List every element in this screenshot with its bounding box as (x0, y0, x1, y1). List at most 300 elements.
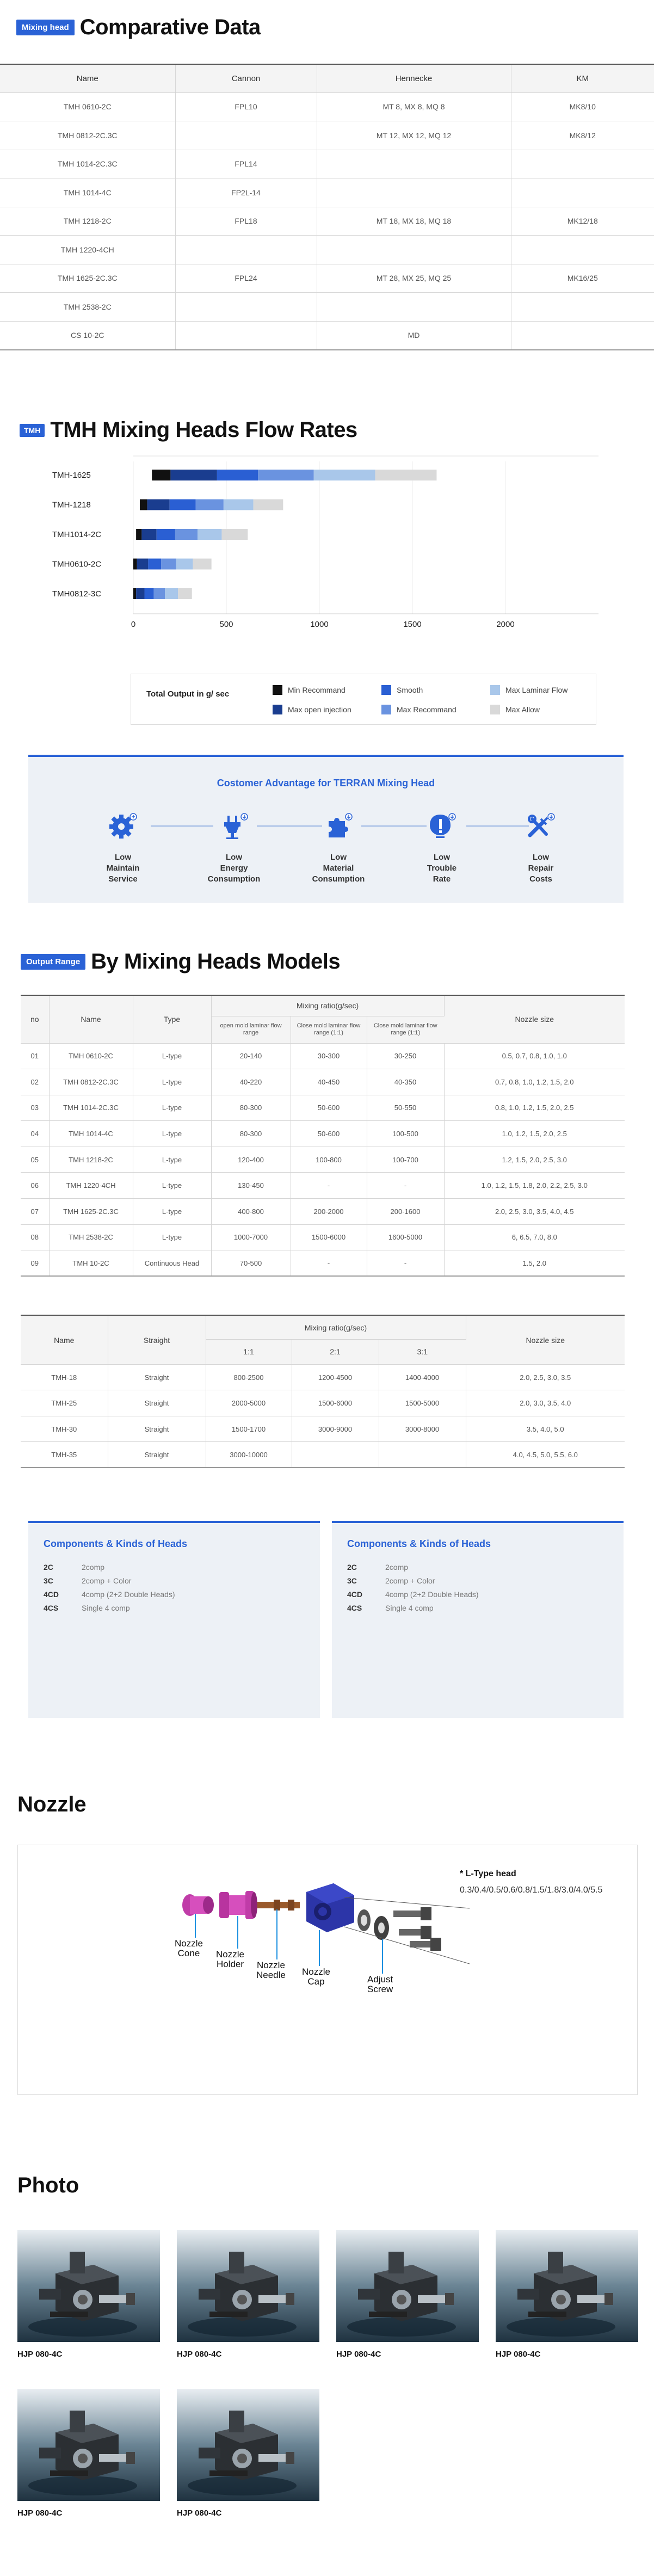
table-cell: 20-140 (211, 1043, 291, 1069)
table-cell (317, 236, 511, 264)
col-name: Name (49, 995, 133, 1043)
table-row (21, 1416, 625, 1442)
table-cell: MK8/10 (511, 93, 654, 121)
table-cell: 100-800 (291, 1147, 367, 1173)
subcol-2-1: 2:1 (292, 1339, 379, 1364)
advantage-label-line: Service (108, 874, 138, 884)
components-card-left (28, 1521, 320, 1718)
alert-icon (425, 811, 458, 842)
table-cell: 1.5, 2.0 (444, 1250, 625, 1277)
table-cell: FP2L-14 (175, 178, 317, 207)
table-cell: 130-450 (211, 1173, 291, 1199)
table-row (21, 1199, 625, 1225)
legend-item (381, 705, 456, 714)
table-cell: 200-2000 (291, 1199, 367, 1225)
comparative-title: Comparative Data (79, 15, 261, 39)
x-tick-label: 1000 (310, 620, 329, 629)
tools-icon (525, 811, 557, 842)
label-line: Nozzle (175, 1938, 203, 1949)
advantage-label-line: Trouble (427, 864, 457, 873)
photo-caption: HJP 080-4C (496, 2350, 541, 2359)
subcol-close-mold-a: Close mold laminar flow range (1:1) (291, 1016, 367, 1043)
subcol-open-mold: open mold laminar flow range (211, 1016, 291, 1043)
table-cell: MT 8, MX 8, MQ 8 (317, 93, 511, 121)
table-row (21, 1390, 625, 1416)
category-label: TMH-1625 (52, 471, 91, 480)
advantage-label-line: Maintain (106, 864, 140, 873)
table-cell: TMH-18 (21, 1364, 108, 1390)
table-cell: TMH-30 (21, 1416, 108, 1442)
table-cell: MD (317, 321, 511, 350)
advantage-energy (196, 811, 272, 885)
photo-image[interactable] (177, 2230, 319, 2342)
table-cell: 1.0, 1.2, 1.5, 2.0, 2.5 (444, 1121, 625, 1147)
table-cell: 1.2, 1.5, 2.0, 2.5, 3.0 (444, 1147, 625, 1173)
table-row (0, 264, 654, 293)
table-header-row (0, 64, 654, 93)
table-cell (317, 293, 511, 322)
component-desc: 2comp + Color (385, 1576, 435, 1585)
table-row (0, 293, 654, 322)
bar-segment (217, 470, 258, 480)
table-cell: TMH 1220-4CH (0, 236, 175, 264)
component-code: 2C (44, 1563, 53, 1572)
table-cell: 2000-5000 (206, 1390, 292, 1416)
output-range-section (21, 950, 625, 1468)
table-cell: L-type (133, 1147, 211, 1173)
comparative-section (0, 15, 654, 350)
table-cell: TMH 1014-4C (0, 178, 175, 207)
x-tick-label: 2000 (496, 620, 515, 629)
table-cell: TMH 1625-2C.3C (49, 1199, 133, 1225)
bar-segment (157, 529, 175, 540)
label-nozzle-needle (256, 1961, 286, 1980)
table-cell: 2.0, 2.5, 3.0, 3.5, 4.0, 4.5 (444, 1199, 625, 1225)
legend-item (273, 685, 345, 695)
component-desc: Single 4 comp (385, 1604, 434, 1612)
table-cell: L-type (133, 1121, 211, 1147)
flow-rates-section (16, 418, 637, 714)
advantage-label-line: Low (533, 853, 549, 862)
bar-segment (152, 470, 170, 480)
bar-segment (136, 529, 141, 540)
bar-segment (140, 500, 147, 510)
component-code: 4CS (44, 1604, 59, 1612)
plug-icon (218, 811, 250, 842)
category-label: TMH0812-3C (52, 589, 102, 599)
legend-item (273, 705, 351, 714)
photo-card[interactable] (177, 2389, 319, 2518)
advantage-label-line: Material (323, 864, 354, 873)
table-cell: 1200-4500 (292, 1364, 379, 1390)
table-cell: L-type (133, 1173, 211, 1199)
component-row (44, 1601, 305, 1615)
photo-image[interactable] (496, 2230, 638, 2342)
component-row (347, 1574, 608, 1588)
table-cell: 50-600 (291, 1121, 367, 1147)
label-line: Cone (177, 1948, 200, 1958)
bar-segment (154, 588, 165, 599)
table-cell: 40-220 (211, 1069, 291, 1095)
bar-segment (198, 529, 221, 540)
component-code: 2C (347, 1563, 357, 1572)
table-cell: 05 (21, 1147, 49, 1173)
component-code: 4CD (347, 1590, 363, 1599)
table-cell: TMH 1014-2C.3C (49, 1095, 133, 1121)
photo-image[interactable] (17, 2230, 160, 2342)
table-row (21, 1173, 625, 1199)
bar-segment (141, 529, 156, 540)
component-row (44, 1574, 305, 1588)
category-label: TMH0610-2C (52, 559, 102, 569)
table-cell: 1500-6000 (291, 1224, 367, 1250)
legend-swatch (381, 705, 391, 714)
mixing-head-photo (177, 2389, 319, 2501)
col-no: no (21, 995, 49, 1043)
bar-segment (224, 500, 254, 510)
table-cell: TMH-25 (21, 1390, 108, 1416)
table-cell: 02 (21, 1069, 49, 1095)
bar-segment (196, 500, 224, 510)
bar-segment (147, 500, 170, 510)
table-cell: 80-300 (211, 1095, 291, 1121)
photo-card[interactable] (177, 2230, 319, 2359)
puzzle-icon (322, 811, 355, 842)
table-cell: L-type (133, 1043, 211, 1069)
table-row (0, 321, 654, 350)
photo-title: Photo (17, 2173, 79, 2197)
table-cell: TMH 0610-2C (0, 93, 175, 121)
table-cell: 3000-8000 (379, 1416, 466, 1442)
table-cell: 1500-6000 (292, 1390, 379, 1416)
table-row (0, 150, 654, 178)
table-cell: 1400-4000 (379, 1364, 466, 1390)
legend-label: Min Recommand (288, 686, 345, 694)
table-cell: 1.0, 1.2, 1.5, 1.8, 2.0, 2.2, 2.5, 3.0 (444, 1173, 625, 1199)
mixing-head-photo (336, 2230, 479, 2342)
advantage-label-line: Low (226, 853, 242, 862)
tmh-tag: TMH (20, 424, 45, 437)
table-cell: 120-400 (211, 1147, 291, 1173)
table-cell: TMH 1014-4C (49, 1121, 133, 1147)
component-row (44, 1561, 305, 1574)
advantage-label-line: Consumption (207, 874, 261, 884)
table-cell (511, 150, 654, 178)
models-table (21, 995, 625, 1277)
table-cell: TMH 0610-2C (49, 1043, 133, 1069)
table-cell: - (367, 1250, 444, 1277)
legend-item (381, 685, 423, 695)
table-cell: 100-500 (367, 1121, 444, 1147)
photo-caption: HJP 080-4C (177, 2350, 222, 2359)
bar-segment (375, 470, 437, 480)
col-km: KM (511, 64, 654, 93)
bar-segment (254, 500, 283, 510)
table-cell: L-type (133, 1069, 211, 1095)
col-mixing-ratio: Mixing ratio(g/sec) (206, 1315, 466, 1339)
table-cell: 40-450 (291, 1069, 367, 1095)
component-row (44, 1588, 305, 1601)
table-row (21, 1442, 625, 1468)
table-cell: TMH 1218-2C (0, 207, 175, 236)
table-cell: - (367, 1173, 444, 1199)
adjust-screw-part (357, 1907, 441, 1951)
table-row (0, 207, 654, 236)
col-nozzle-size: Nozzle size (466, 1315, 625, 1364)
table-cell (175, 236, 317, 264)
advantage-material (300, 811, 377, 885)
table-cell: 6, 6.5, 7.0, 8.0 (444, 1224, 625, 1250)
photo-card[interactable] (496, 2230, 638, 2359)
table-cell (511, 236, 654, 264)
bar-segment (161, 559, 176, 570)
table-cell: Straight (108, 1442, 206, 1468)
label-line: Nozzle (302, 1967, 330, 1977)
table-cell: 70-500 (211, 1250, 291, 1277)
component-code: 4CS (347, 1604, 362, 1612)
table-cell: MT 18, MX 18, MQ 18 (317, 207, 511, 236)
legend-swatch (490, 705, 500, 714)
label-line: Nozzle (256, 1960, 285, 1970)
col-name: Name (0, 64, 175, 93)
table-cell: 06 (21, 1173, 49, 1199)
table-cell: FPL10 (175, 93, 317, 121)
table-cell: 80-300 (211, 1121, 291, 1147)
bar-segment (137, 559, 149, 570)
table-cell: TMH 0812-2C.3C (49, 1069, 133, 1095)
label-adjust-screw (367, 1975, 393, 1994)
table-cell: 08 (21, 1224, 49, 1250)
bar-segment (170, 470, 217, 480)
table-cell: 0.8, 1.0, 1.2, 1.5, 2.0, 2.5 (444, 1095, 625, 1121)
table-cell: - (291, 1173, 367, 1199)
table-cell: 04 (21, 1121, 49, 1147)
bar-segment (165, 588, 178, 599)
table-cell: 01 (21, 1043, 49, 1069)
table-row (21, 1364, 625, 1390)
components-title: Components & Kinds of Heads (347, 1538, 491, 1549)
table-cell: 07 (21, 1199, 49, 1225)
bar-segment (193, 559, 211, 570)
table-cell: 50-550 (367, 1095, 444, 1121)
legend-label: Max open injection (288, 705, 351, 714)
table-cell: 30-250 (367, 1043, 444, 1069)
table-cell (317, 150, 511, 178)
bar-segment (221, 529, 248, 540)
table-cell: 40-350 (367, 1069, 444, 1095)
table-cell: CS 10-2C (0, 321, 175, 350)
category-label: TMH-1218 (52, 500, 91, 510)
col-mixing-ratio: Mixing ratio(g/sec) (211, 995, 444, 1016)
output-title: By Mixing Heads Models (91, 950, 341, 973)
table-cell: MK16/25 (511, 264, 654, 293)
chart-legend (131, 674, 596, 725)
component-desc: 2comp + Color (82, 1576, 132, 1585)
table-cell: 50-600 (291, 1095, 367, 1121)
table-cell: FPL24 (175, 264, 317, 293)
table-cell: TMH 1014-2C.3C (0, 150, 175, 178)
table-cell: TMH 1218-2C (49, 1147, 133, 1173)
component-desc: 4comp (2+2 Double Heads) (385, 1590, 479, 1599)
table-cell: MK8/12 (511, 121, 654, 150)
comparative-table (0, 64, 654, 350)
table-cell: TMH 2538-2C (49, 1224, 133, 1250)
table-cell: 0.7, 0.8, 1.0, 1.2, 1.5, 2.0 (444, 1069, 625, 1095)
photo-card[interactable] (17, 2230, 160, 2359)
bar-segment (258, 470, 314, 480)
legend-swatch (273, 705, 282, 714)
table-cell: Straight (108, 1364, 206, 1390)
bar-segment (170, 500, 196, 510)
table-cell: FPL14 (175, 150, 317, 178)
table-cell (175, 321, 317, 350)
photo-caption: HJP 080-4C (177, 2509, 222, 2518)
table-cell (292, 1442, 379, 1468)
table-cell: 1500-5000 (379, 1390, 466, 1416)
comparative-heading (16, 15, 654, 40)
table-row (21, 1043, 625, 1069)
components-card-right (332, 1521, 624, 1718)
bar-segment (133, 559, 137, 570)
gear-icon (107, 811, 139, 842)
table-cell: 1600-5000 (367, 1224, 444, 1250)
table-row (21, 1250, 625, 1277)
table-cell (511, 293, 654, 322)
label-line: Cap (307, 1976, 325, 1987)
bar-segment (314, 470, 375, 480)
table-row (21, 1224, 625, 1250)
photo-caption: HJP 080-4C (17, 2509, 63, 2518)
subcol-3-1: 3:1 (379, 1339, 466, 1364)
component-desc: 2comp (385, 1563, 409, 1572)
nozzle-cone-part (182, 1894, 214, 1916)
advantage-label-line: Low (330, 853, 347, 862)
table-cell: 100-700 (367, 1147, 444, 1173)
flow-rate-chart (16, 451, 637, 668)
table-cell (175, 121, 317, 150)
photo-image[interactable] (177, 2389, 319, 2501)
table-cell: 3000-10000 (206, 1442, 292, 1468)
bar-segment (136, 588, 144, 599)
component-row (347, 1588, 608, 1601)
mixing-head-photo (177, 2230, 319, 2342)
nozzle-cap-part (306, 1883, 354, 1932)
table-cell: TMH-35 (21, 1442, 108, 1468)
label-line: Needle (256, 1970, 286, 1980)
legend-item (490, 685, 567, 695)
table-row (21, 1147, 625, 1173)
output-heading (21, 950, 625, 974)
advantage-label-line: Rate (433, 874, 451, 884)
legend-label: Max Recommand (397, 705, 456, 714)
col-name: Name (21, 1315, 108, 1364)
table-cell: L-type (133, 1095, 211, 1121)
mixing-head-photo (17, 2389, 160, 2501)
table-cell: 3000-9000 (292, 1416, 379, 1442)
table-cell: 1000-7000 (211, 1224, 291, 1250)
photo-card[interactable] (336, 2230, 479, 2359)
table-cell: L-type (133, 1199, 211, 1225)
table-cell: 400-800 (211, 1199, 291, 1225)
photo-caption: HJP 080-4C (336, 2350, 381, 2359)
component-desc: Single 4 comp (82, 1604, 130, 1612)
table-cell (511, 178, 654, 207)
col-straight: Straight (108, 1315, 206, 1364)
component-row (347, 1561, 608, 1574)
component-code: 3C (347, 1576, 357, 1585)
component-code: 4CD (44, 1590, 59, 1599)
nozzle-needle-part (257, 1900, 300, 1911)
advantage-label-line: Repair (528, 864, 554, 873)
straight-heads-table (21, 1315, 625, 1468)
col-hennecke: Hennecke (317, 64, 511, 93)
component-desc: 4comp (2+2 Double Heads) (82, 1590, 175, 1599)
table-cell: 800-2500 (206, 1364, 292, 1390)
bar-segment (176, 559, 193, 570)
table-cell: 2.0, 2.5, 3.0, 3.5 (466, 1364, 625, 1390)
advantage-title: Costomer Advantage for TERRAN Mixing Head (217, 778, 435, 788)
nozzle-title: Nozzle (17, 1792, 87, 1816)
subcol-1-1: 1:1 (206, 1339, 292, 1364)
bar-segment (133, 588, 136, 599)
bar-segment (178, 588, 192, 599)
table-cell (317, 178, 511, 207)
advantage-label-line: Consumption (312, 874, 365, 884)
table-cell (175, 293, 317, 322)
table-cell: TMH 1625-2C.3C (0, 264, 175, 293)
advantage-label-line: Energy (220, 864, 248, 873)
table-cell: 1500-1700 (206, 1416, 292, 1442)
col-cannon: Cannon (175, 64, 317, 93)
advantage-maintain (85, 811, 161, 885)
table-cell: 03 (21, 1095, 49, 1121)
photo-image[interactable] (17, 2389, 160, 2501)
label-nozzle-holder (216, 1950, 244, 1969)
legend-label: Max Laminar Flow (505, 686, 568, 694)
table-cell: TMH 1220-4CH (49, 1173, 133, 1199)
label-line: Adjust (367, 1974, 393, 1985)
table-cell: FPL18 (175, 207, 317, 236)
flow-heading (20, 418, 637, 442)
legend-label: Smooth (397, 686, 423, 694)
advantage-label-line: Low (115, 853, 131, 862)
table-row (0, 178, 654, 207)
table-cell: 30-300 (291, 1043, 367, 1069)
legend-label: Max Allow (505, 705, 540, 714)
advantage-label-line: Low (434, 853, 450, 862)
legend-title: Total Output in g/ sec (146, 689, 230, 699)
photo-card[interactable] (17, 2389, 160, 2518)
advantage-label-line: Costs (529, 874, 552, 884)
label-line: Nozzle (216, 1949, 244, 1959)
legend-item (490, 705, 540, 714)
legend-swatch (490, 685, 500, 695)
component-code: 3C (44, 1576, 53, 1585)
table-row (0, 236, 654, 264)
nozzle-diagram-box (17, 1845, 638, 2095)
photo-caption: HJP 080-4C (17, 2350, 63, 2359)
table-cell (511, 321, 654, 350)
table-row (21, 1121, 625, 1147)
mixing-head-photo (496, 2230, 638, 2342)
l-type-title: * L-Type head (460, 1869, 516, 1878)
table-cell: TMH 10-2C (49, 1250, 133, 1277)
component-row (347, 1601, 608, 1615)
customer-advantage-box (28, 755, 624, 903)
component-desc: 2comp (82, 1563, 105, 1572)
photo-image[interactable] (336, 2230, 479, 2342)
legend-swatch (273, 685, 282, 695)
